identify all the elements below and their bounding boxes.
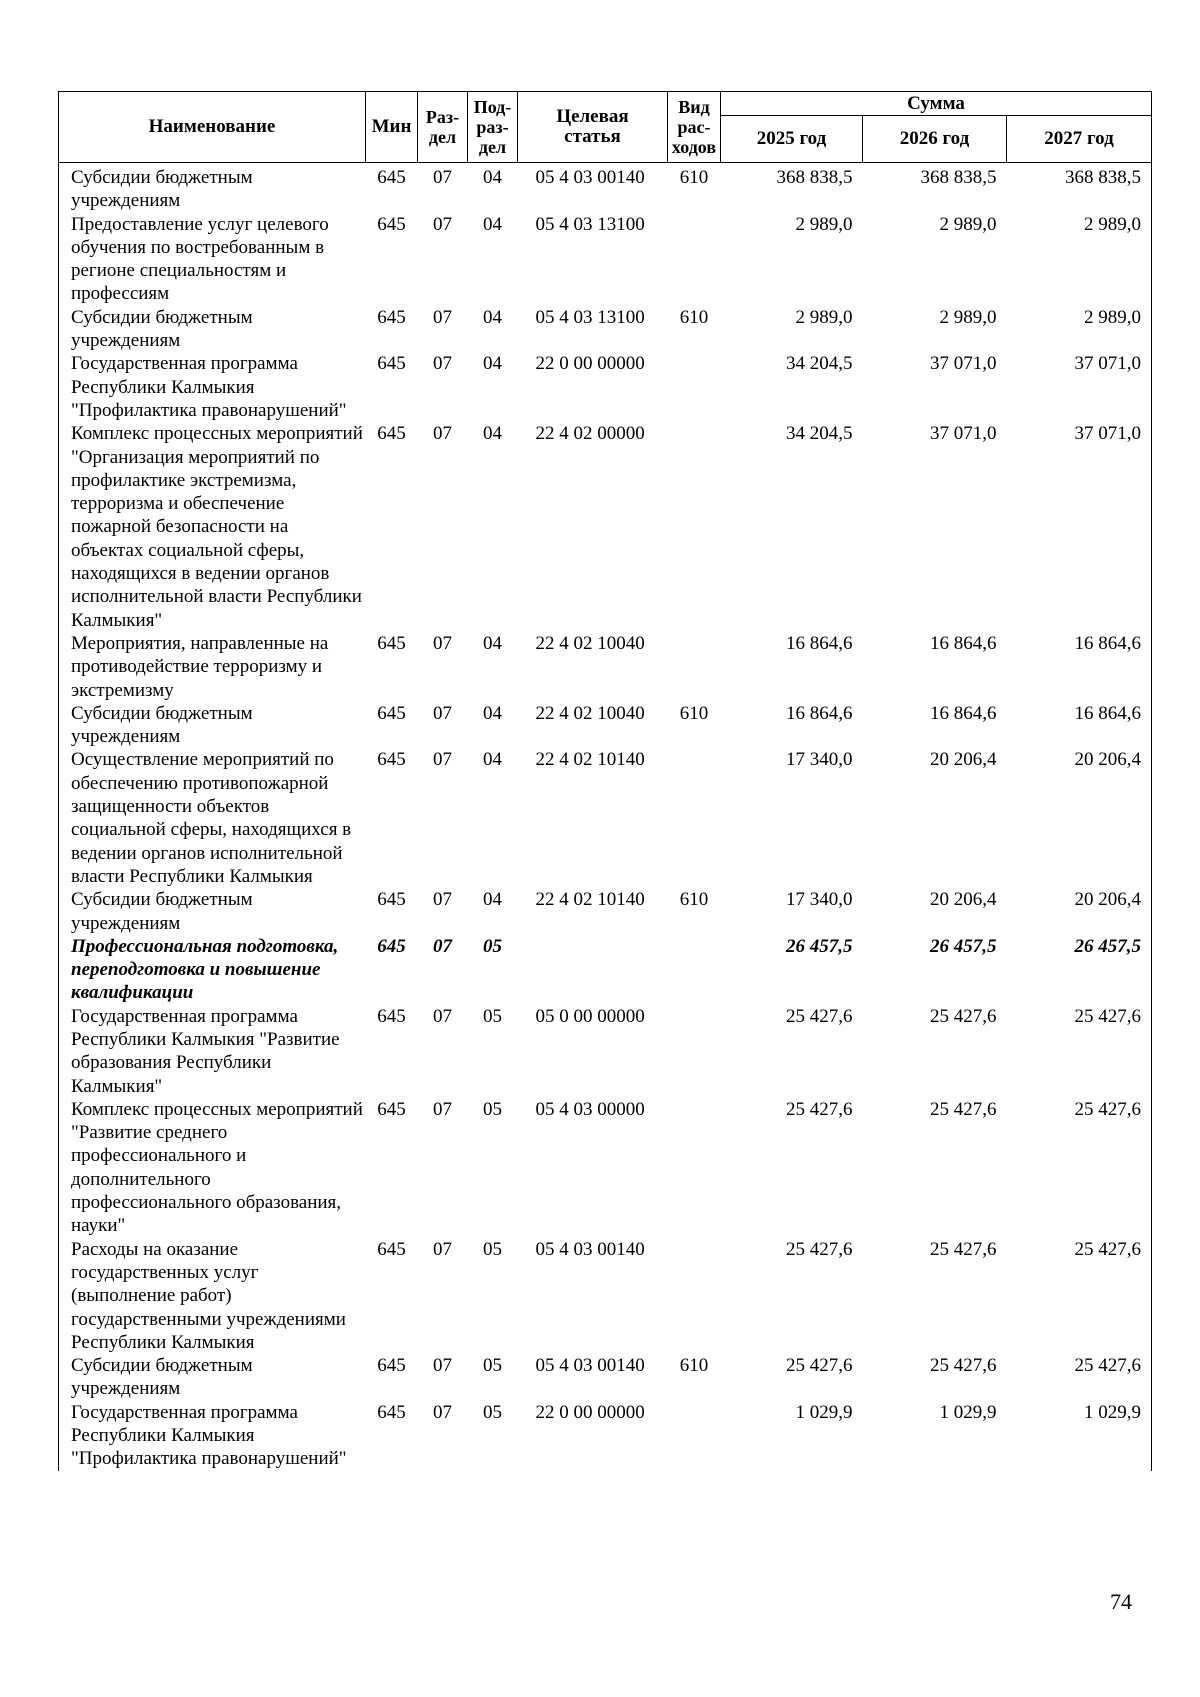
row-article: 22 4 02 10140: [535, 889, 645, 911]
row-sum-2025: 26 457,5: [786, 935, 853, 957]
row-min: 645: [377, 702, 406, 724]
row-sum-2026: 26 457,5: [930, 935, 997, 957]
header-podrazdel: Под- раз- дел: [468, 92, 518, 163]
row-article: 05 0 00 00000: [535, 1005, 645, 1027]
row-sum-2025: 25 427,6: [786, 1355, 853, 1377]
header-year-2026: 2026 год: [863, 116, 1007, 163]
row-sum-2025: 16 864,6: [786, 632, 853, 654]
row-sum-2026: 368 838,5: [920, 167, 997, 188]
row-razdel: 07: [433, 1238, 452, 1260]
table-row: [59, 352, 1152, 422]
row-sum-2027: 16 864,6: [1007, 702, 1152, 749]
row-sum-2026: 25 427,6: [930, 1098, 997, 1120]
row-sum-2027: 25 427,6: [1007, 1005, 1152, 1098]
row-name: Субсидии бюджетным учреждениям: [59, 888, 366, 935]
row-sum-2025: 25 427,6: [786, 1005, 853, 1027]
row-podrazdel: 04: [483, 632, 502, 654]
row-expense-type: [668, 935, 721, 1005]
row-expense-type: 610: [679, 889, 709, 911]
row-sum-2025: 2 989,0: [795, 213, 853, 235]
row-sum-2027: 20 206,4: [1007, 748, 1152, 888]
header-year-2025: 2025 год: [721, 116, 863, 163]
row-min: 645: [377, 1401, 406, 1423]
row-name: Мероприятия, направленные на противодействие терроризму и экстремизму: [59, 632, 366, 702]
row-podrazdel: 05: [483, 1355, 502, 1377]
row-name: Субсидии бюджетным учреждениям: [59, 1354, 366, 1401]
row-sum-2027: 368 838,5: [1007, 163, 1152, 213]
table-row: [59, 306, 1152, 353]
row-sum-2026: 2 989,0: [939, 213, 997, 235]
row-sum-2027: 2 989,0: [1007, 213, 1152, 306]
row-podrazdel: 05: [483, 1401, 502, 1423]
row-podrazdel: 04: [483, 889, 502, 911]
row-min: 645: [377, 1005, 406, 1027]
table-row: [59, 1005, 1152, 1098]
row-min: 645: [377, 167, 406, 188]
table-body: [59, 163, 1152, 1471]
row-sum-2027: 2 989,0: [1007, 306, 1152, 353]
row-sum-2026: 20 206,4: [930, 889, 997, 911]
table-row: [59, 702, 1152, 749]
header-year-2027: 2027 год: [1007, 116, 1152, 163]
row-name: Осуществление мероприятий по обеспечению противопожарной защищенности объектов социальной сферы, находящихся в ведении органов исполнительной власти Республики Калмыкия: [59, 748, 366, 888]
row-article: 22 4 02 10140: [535, 749, 645, 771]
row-name: Субсидии бюджетным учреждениям: [59, 163, 366, 213]
row-sum-2026: 16 864,6: [930, 632, 997, 654]
row-razdel: 07: [433, 306, 452, 328]
row-razdel: 07: [433, 632, 452, 654]
row-sum-2027: 26 457,5: [1007, 935, 1152, 1005]
row-sum-2025: 368 838,5: [776, 167, 853, 188]
row-article: 22 4 02 10040: [535, 632, 645, 654]
table-row: [59, 422, 1152, 632]
table-row: [59, 748, 1152, 888]
row-name: Государственная программа Республики Калмыкия "Развитие образования Республики Калмыкия": [59, 1005, 366, 1098]
header-sum: Сумма: [721, 92, 1152, 116]
row-expense-type: [668, 632, 721, 702]
row-article: 05 4 03 13100: [535, 306, 645, 328]
page-number: 74: [1110, 1589, 1132, 1614]
budget-table: [58, 91, 1152, 1471]
row-sum-2025: 17 340,0: [786, 749, 853, 771]
row-name: Государственная программа Республики Калмыкия "Профилактика правонарушений": [59, 1401, 366, 1471]
row-razdel: 07: [433, 167, 452, 188]
row-sum-2026: 2 989,0: [939, 306, 997, 328]
row-expense-type: 610: [679, 1355, 709, 1377]
header-name: Наименование: [59, 92, 366, 163]
table-row: [59, 1238, 1152, 1354]
row-sum-2027: 37 071,0: [1007, 422, 1152, 632]
row-sum-2025: 25 427,6: [786, 1098, 853, 1120]
header-article: Целевая статья: [518, 92, 668, 163]
row-razdel: 07: [433, 1098, 452, 1120]
table-row: [59, 632, 1152, 702]
row-article: 22 4 02 10040: [535, 702, 645, 724]
row-sum-2025: 25 427,6: [786, 1238, 853, 1260]
row-expense-type: [668, 352, 721, 422]
row-podrazdel: 04: [483, 353, 502, 375]
row-podrazdel: 04: [483, 306, 502, 328]
row-sum-2026: 20 206,4: [930, 749, 997, 771]
row-razdel: 07: [433, 423, 452, 445]
row-podrazdel: 05: [483, 1098, 502, 1120]
row-sum-2027: 1 029,9: [1007, 1401, 1152, 1471]
row-sum-2025: 34 204,5: [786, 353, 853, 375]
row-expense-type: [668, 422, 721, 632]
row-name: Субсидии бюджетным учреждениям: [59, 702, 366, 749]
table-row: [59, 163, 1152, 213]
row-name: Субсидии бюджетным учреждениям: [59, 306, 366, 353]
row-expense-type: 610: [679, 167, 709, 188]
row-article: 22 0 00 00000: [535, 1401, 645, 1423]
row-sum-2026: 37 071,0: [930, 423, 997, 445]
row-razdel: 07: [433, 213, 452, 235]
row-min: 645: [377, 213, 406, 235]
row-article: 05 4 03 00140: [535, 1238, 645, 1260]
header-razdel: Раз- дел: [418, 92, 468, 163]
row-name: Государственная программа Республики Калмыкия "Профилактика правонарушений": [59, 352, 366, 422]
row-sum-2025: 1 029,9: [795, 1401, 853, 1423]
row-sum-2026: 25 427,6: [930, 1355, 997, 1377]
row-article: [518, 935, 668, 1005]
row-name: Профессиональная подготовка, переподготовка и повышение квалификации: [59, 935, 366, 1005]
row-sum-2025: 17 340,0: [786, 889, 853, 911]
row-razdel: 07: [433, 749, 452, 771]
row-podrazdel: 05: [483, 1238, 502, 1260]
table-row: [59, 1401, 1152, 1471]
row-sum-2025: 16 864,6: [786, 702, 853, 724]
row-razdel: 07: [433, 1005, 452, 1027]
row-article: 05 4 03 00140: [535, 1355, 645, 1377]
row-name: Расходы на оказание государственных услуг (выполнение работ) государственными учреждениями Республики Калмыкия: [59, 1238, 366, 1354]
row-sum-2026: 1 029,9: [939, 1401, 997, 1423]
row-podrazdel: 05: [483, 1005, 502, 1027]
row-sum-2026: 25 427,6: [930, 1238, 997, 1260]
row-razdel: 07: [433, 1401, 452, 1423]
row-min: 645: [377, 1355, 406, 1377]
row-article: 05 4 03 00140: [535, 167, 645, 188]
row-sum-2027: 20 206,4: [1007, 888, 1152, 935]
row-expense-type: 610: [679, 306, 709, 328]
row-expense-type: [668, 1005, 721, 1098]
row-name: Предоставление услуг целевого обучения по востребованным в регионе специальностям и профессиям: [59, 213, 366, 306]
row-expense-type: [668, 1238, 721, 1354]
row-name: Комплекс процессных мероприятий "Организация мероприятий по профилактике экстремизма, терроризма и обеспечение пожарной безопасности на объектах социальной сферы, находящихся в ведении органов исполнительной власти Республики Калмыкия": [59, 422, 366, 632]
row-name: Комплекс процессных мероприятий "Развитие среднего профессионального и дополнительного профессионального образования, науки": [59, 1098, 366, 1238]
row-razdel: 07: [433, 353, 452, 375]
header-expense-type: Вид рас- ходов: [668, 92, 721, 163]
row-razdel: 07: [433, 889, 452, 911]
table-row: [59, 1098, 1152, 1238]
row-sum-2027: 25 427,6: [1007, 1238, 1152, 1354]
row-podrazdel: 05: [483, 935, 502, 957]
row-sum-2025: 34 204,5: [786, 423, 853, 445]
row-min: 645: [377, 1098, 406, 1120]
table-header: [59, 92, 1152, 163]
table-row: [59, 213, 1152, 306]
row-min: 645: [377, 306, 406, 328]
row-expense-type: [668, 1401, 721, 1471]
row-min: 645: [377, 423, 406, 445]
row-podrazdel: 04: [483, 167, 502, 188]
row-min: 645: [377, 353, 406, 375]
row-sum-2027: 25 427,6: [1007, 1354, 1152, 1401]
row-sum-2027: 25 427,6: [1007, 1098, 1152, 1238]
row-expense-type: [668, 748, 721, 888]
row-expense-type: [668, 1098, 721, 1238]
row-razdel: 07: [433, 935, 452, 957]
row-sum-2027: 16 864,6: [1007, 632, 1152, 702]
row-min: 645: [377, 889, 406, 911]
header-min: Мин: [366, 92, 418, 163]
row-article: 22 0 00 00000: [535, 353, 645, 375]
row-podrazdel: 04: [483, 702, 502, 724]
row-razdel: 07: [433, 702, 452, 724]
row-min: 645: [377, 749, 406, 771]
row-expense-type: [668, 213, 721, 306]
row-article: 22 4 02 00000: [535, 423, 645, 445]
table-row: [59, 888, 1152, 935]
table-row: [59, 935, 1152, 1005]
row-sum-2027: 37 071,0: [1007, 352, 1152, 422]
row-min: 645: [377, 935, 406, 957]
row-podrazdel: 04: [483, 423, 502, 445]
row-min: 645: [377, 1238, 406, 1260]
row-article: 05 4 03 13100: [535, 213, 645, 235]
row-sum-2026: 16 864,6: [930, 702, 997, 724]
row-min: 645: [377, 632, 406, 654]
row-article: 05 4 03 00000: [535, 1098, 645, 1120]
row-podrazdel: 04: [483, 213, 502, 235]
row-sum-2026: 25 427,6: [930, 1005, 997, 1027]
row-podrazdel: 04: [483, 749, 502, 771]
row-razdel: 07: [433, 1355, 452, 1377]
row-sum-2025: 2 989,0: [795, 306, 853, 328]
table-row: [59, 1354, 1152, 1401]
row-sum-2026: 37 071,0: [930, 353, 997, 375]
row-expense-type: 610: [679, 702, 709, 724]
